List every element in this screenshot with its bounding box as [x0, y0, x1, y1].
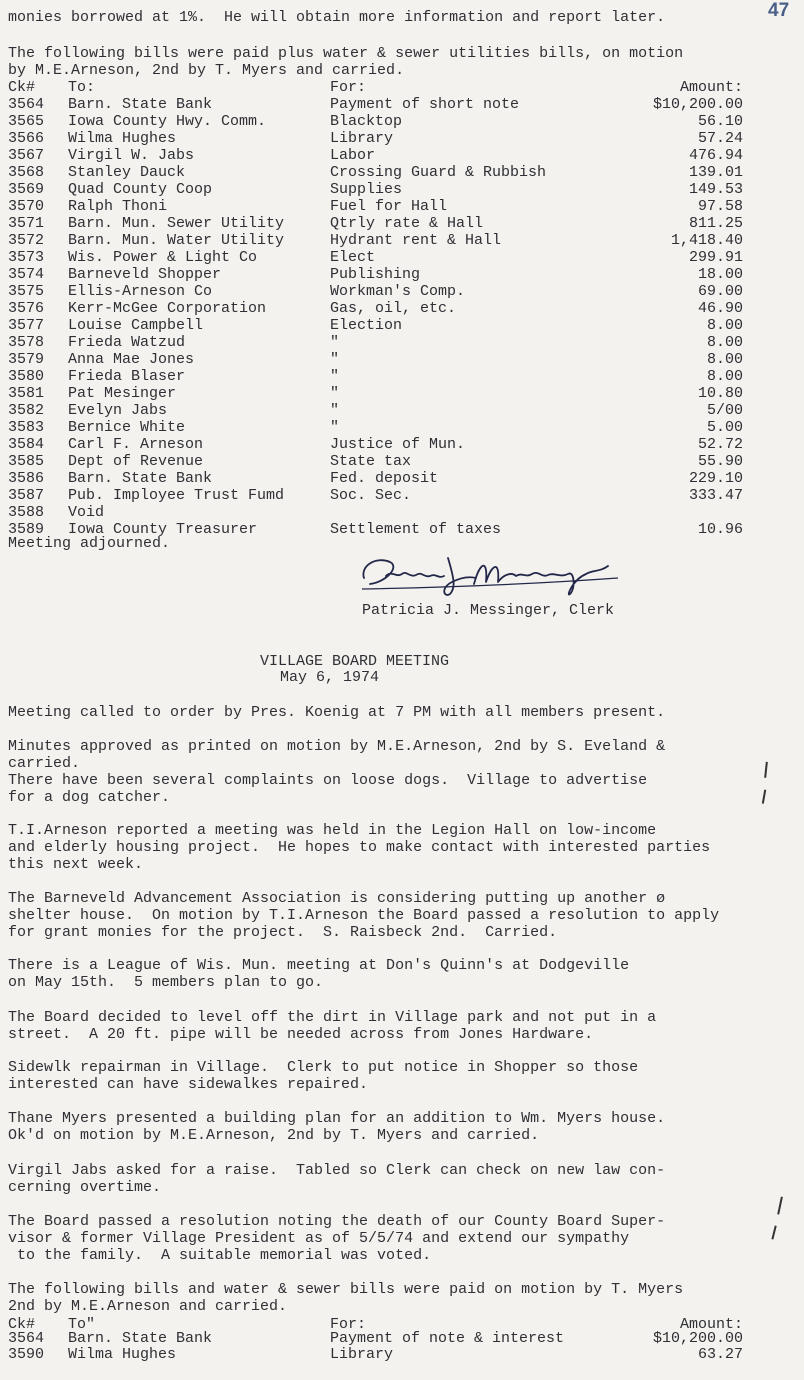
paragraph-league: There is a League of Wis. Mun. meeting at Don's Quinn's at Dodgeville on May 15th. 5 members plan to go. — [8, 957, 630, 991]
bill-payee: Carl F. Arneson — [68, 436, 204, 453]
table-row — [8, 470, 743, 487]
bill-payee: Quad County Coop — [68, 181, 213, 198]
table-row — [8, 334, 743, 351]
table-row — [8, 351, 743, 368]
bill-purpose: Payment of short note — [330, 96, 520, 113]
bill-purpose: Library — [330, 1346, 394, 1363]
bill-payee: Virgil W. Jabs — [68, 147, 195, 164]
bill-payee: Void — [68, 504, 105, 521]
paragraph-call-to-order: Meeting called to order by Pres. Koenig at 7 PM with all members present. — [8, 704, 666, 721]
intro-line: monies borrowed at 1%. He will obtain more information and report later. — [8, 9, 666, 26]
table-row — [8, 147, 743, 164]
bill-payee: Frieda Watzud — [68, 334, 186, 351]
bill-check-number: 3570 — [8, 198, 45, 215]
bill-check-number: 3574 — [8, 266, 45, 283]
bill-purpose: Justice of Mun. — [330, 436, 466, 453]
bill-purpose: " — [330, 402, 340, 419]
bill-amount: 63.27 — [697, 1346, 743, 1363]
paragraph-housing: T.I.Arneson reported a meeting was held in the Legion Hall on low-income and elderly housing project. He hopes to make contact with interested parties this next week. — [8, 822, 711, 873]
bill-purpose: Crossing Guard & Rubbish — [330, 164, 547, 181]
table-row — [8, 181, 743, 198]
bill-payee: Ralph Thoni — [68, 198, 168, 215]
bill-amount: 55.90 — [697, 453, 743, 470]
bill-purpose: Supplies — [330, 181, 403, 198]
bill-amount: 8.00 — [706, 368, 743, 385]
bill-check-number: 3571 — [8, 215, 45, 232]
bill-check-number: 3583 — [8, 419, 45, 436]
bill-payee: Dept of Revenue — [68, 453, 204, 470]
bill-amount: 229.10 — [688, 470, 743, 487]
bill-payee: Wilma Hughes — [68, 130, 177, 147]
paragraph-memorial: The Board passed a resolution noting the death of our County Board Super- visor & former Village President as of 5/5/74 and extend our sympathy to the family. A suitable memorial was voted. — [8, 1213, 666, 1264]
bill-payee: Wis. Power & Light Co — [68, 249, 258, 266]
table-row — [8, 300, 743, 317]
bill-purpose: Payment of note & interest — [330, 1330, 565, 1347]
bill-payee: Barneveld Shopper — [68, 266, 222, 283]
header2-ck: Ck# — [8, 1316, 36, 1333]
bill-check-number: 3589 — [8, 521, 45, 538]
paragraph-bills2-intro: The following bills and water & sewer bills were paid on motion by T. Myers 2nd by M.E.Arneson and carried. — [8, 1281, 684, 1315]
bill-amount: 149.53 — [688, 181, 743, 198]
bill-purpose: Hydrant rent & Hall — [330, 232, 502, 249]
bill-check-number: 3584 — [8, 436, 45, 453]
bill-check-number: 3575 — [8, 283, 45, 300]
bill-payee: Iowa County Hwy. Comm. — [68, 113, 267, 130]
bill-payee: Barn. State Bank — [68, 470, 213, 487]
table-row — [8, 487, 743, 504]
bill-amount: 299.91 — [688, 249, 743, 266]
bill-amount: 56.10 — [697, 113, 743, 130]
header-ck: Ck# — [8, 79, 36, 96]
header2-to: To" — [68, 1316, 96, 1333]
header-for: For: — [330, 79, 367, 96]
bill-check-number: 3566 — [8, 130, 45, 147]
bill-check-number: 3576 — [8, 300, 45, 317]
bill-check-number: 3572 — [8, 232, 45, 249]
bill-check-number: 3568 — [8, 164, 45, 181]
bill-payee: Barn. State Bank — [68, 96, 213, 113]
table-row — [8, 96, 743, 113]
bill-purpose: Library — [330, 130, 394, 147]
bill-payee: Barn. Mun. Water Utility — [68, 232, 285, 249]
meeting-title: VILLAGE BOARD MEETING — [260, 653, 450, 670]
bill-amount: 10.80 — [697, 385, 743, 402]
bill-purpose: Fed. deposit — [330, 470, 439, 487]
bill-purpose: Fuel for Hall — [330, 198, 448, 215]
bill-amount: 69.00 — [697, 283, 743, 300]
table-row — [8, 504, 743, 521]
bill-check-number: 3564 — [8, 96, 45, 113]
bill-amount: 5.00 — [706, 419, 743, 436]
bill-payee: Anna Mae Jones — [68, 351, 195, 368]
bill-check-number: 3585 — [8, 453, 45, 470]
paragraph-minutes: Minutes approved as printed on motion by M.E.Arneson, 2nd by S. Eveland & carried. There have been several complaints on loose dogs. Village to advertise for a dog catcher. — [8, 738, 666, 806]
adjourned-line: Meeting adjourned. — [8, 535, 171, 552]
bill-payee: Kerr-McGee Corporation — [68, 300, 267, 317]
bill-purpose: Labor — [330, 147, 376, 164]
table-row — [8, 402, 743, 419]
bill-amount: 8.00 — [706, 351, 743, 368]
bill-payee: Barn. Mun. Sewer Utility — [68, 215, 285, 232]
bill-payee: Pat Mesinger — [68, 385, 177, 402]
paragraph-raise: Virgil Jabs asked for a raise. Tabled so Clerk can check on new law con- cerning overtime. — [8, 1162, 666, 1196]
bill-check-number: 3590 — [8, 1346, 45, 1363]
header2-for: For: — [330, 1316, 367, 1333]
clerk-name: Patricia J. Messinger, Clerk — [362, 602, 615, 619]
bill-payee: Frieda Blaser — [68, 368, 186, 385]
bill-purpose: Election — [330, 317, 403, 334]
bill-purpose: " — [330, 334, 340, 351]
bill-amount: $10,200.00 — [652, 1330, 743, 1347]
clerk-signature — [356, 548, 626, 600]
bill-payee: Wilma Hughes — [68, 1346, 177, 1363]
table-row — [8, 266, 743, 283]
bill-purpose: Blacktop — [330, 113, 403, 130]
bill-check-number: 3577 — [8, 317, 45, 334]
table-row — [8, 1330, 743, 1347]
bill-amount: 57.24 — [697, 130, 743, 147]
bill-purpose: Gas, oil, etc. — [330, 300, 457, 317]
bill-check-number: 3581 — [8, 385, 45, 402]
header2-amount: Amount: — [679, 1316, 743, 1333]
bill-amount: 18.00 — [697, 266, 743, 283]
bill-check-number: 3580 — [8, 368, 45, 385]
table-row — [8, 232, 743, 249]
bill-amount: 8.00 — [706, 334, 743, 351]
bill-amount: 52.72 — [697, 436, 743, 453]
bill-check-number: 3588 — [8, 504, 45, 521]
bill-purpose: Qtrly rate & Hall — [330, 215, 484, 232]
bill-purpose: Settlement of taxes — [330, 521, 502, 538]
table-row — [8, 385, 743, 402]
table-row — [8, 113, 743, 130]
bill-purpose: " — [330, 385, 340, 402]
paragraph-sidewalk: Sidewlk repairman in Village. Clerk to put notice in Shopper so those interested can have sidewalkes repaired. — [8, 1059, 639, 1093]
bill-purpose: " — [330, 419, 340, 436]
paragraph-shelter: The Barneveld Advancement Association is considering putting up another ø shelter house. On motion by T.I.Arneson the Board passed a resolution to apply for grant monies for the project. S. Raisbeck 2nd. Carried. — [8, 890, 720, 941]
bill-payee: Ellis-Arneson Co — [68, 283, 213, 300]
bill-check-number: 3587 — [8, 487, 45, 504]
bill-check-number: 3578 — [8, 334, 45, 351]
table-row — [8, 317, 743, 334]
bill-check-number: 3565 — [8, 113, 45, 130]
bill-amount: 1,418.40 — [670, 232, 743, 249]
bill-purpose: " — [330, 368, 340, 385]
bill-payee: Bernice White — [68, 419, 186, 436]
bill-payee: Louise Campbell — [68, 317, 204, 334]
bill-amount: 811.25 — [688, 215, 743, 232]
bill-check-number: 3582 — [8, 402, 45, 419]
bill-purpose: Publishing — [330, 266, 421, 283]
bill-amount: 8.00 — [706, 317, 743, 334]
table-row — [8, 130, 743, 147]
bill-amount: 46.90 — [697, 300, 743, 317]
bill-payee: Evelyn Jabs — [68, 402, 168, 419]
bill-amount: 139.01 — [688, 164, 743, 181]
bill-check-number: 3586 — [8, 470, 45, 487]
table-row — [8, 164, 743, 181]
table-row — [8, 283, 743, 300]
table-row — [8, 1346, 743, 1363]
paragraph-building-plan: Thane Myers presented a building plan for an addition to Wm. Myers house. Ok'd on motion by M.E.Arneson, 2nd by T. Myers and carried. — [8, 1110, 666, 1144]
bill-purpose: Elect — [330, 249, 376, 266]
bill-amount: 476.94 — [688, 147, 743, 164]
table-row — [8, 453, 743, 470]
bill-amount: $10,200.00 — [652, 96, 743, 113]
table-row — [8, 368, 743, 385]
bill-check-number: 3573 — [8, 249, 45, 266]
paragraph-park: The Board decided to level off the dirt in Village park and not put in a street. A 20 ft. pipe will be needed across from Jones Hardware. — [8, 1009, 657, 1043]
bill-amount: 5/00 — [706, 402, 743, 419]
bill-amount: 97.58 — [697, 198, 743, 215]
bill-check-number: 3564 — [8, 1330, 45, 1347]
bill-check-number: 3579 — [8, 351, 45, 368]
bill-purpose: Soc. Sec. — [330, 487, 412, 504]
bill-payee: Pub. Imployee Trust Fumd — [68, 487, 285, 504]
table-row — [8, 419, 743, 436]
bill-payee: Iowa County Treasurer — [68, 521, 258, 538]
table-row — [8, 215, 743, 232]
header-amount: Amount: — [679, 79, 743, 96]
bills-intro: The following bills were paid plus water & sewer utilities bills, on motion by M.E.Arneson, 2nd by T. Myers and carried. — [8, 45, 684, 79]
bill-amount: 10.96 — [697, 521, 743, 538]
bills-header — [8, 79, 743, 96]
table-row — [8, 198, 743, 215]
bill-amount: 333.47 — [688, 487, 743, 504]
bill-purpose: Workman's Comp. — [330, 283, 466, 300]
bill-purpose: State tax — [330, 453, 412, 470]
table-row — [8, 436, 743, 453]
meeting-date: May 6, 1974 — [280, 669, 380, 686]
bill-check-number: 3569 — [8, 181, 45, 198]
header-to: To: — [68, 79, 96, 96]
bill-check-number: 3567 — [8, 147, 45, 164]
bill-purpose: " — [330, 351, 340, 368]
bill-payee: Stanley Dauck — [68, 164, 186, 181]
table-row — [8, 249, 743, 266]
bill-payee: Barn. State Bank — [68, 1330, 213, 1347]
page-number: 47 — [768, 0, 790, 21]
